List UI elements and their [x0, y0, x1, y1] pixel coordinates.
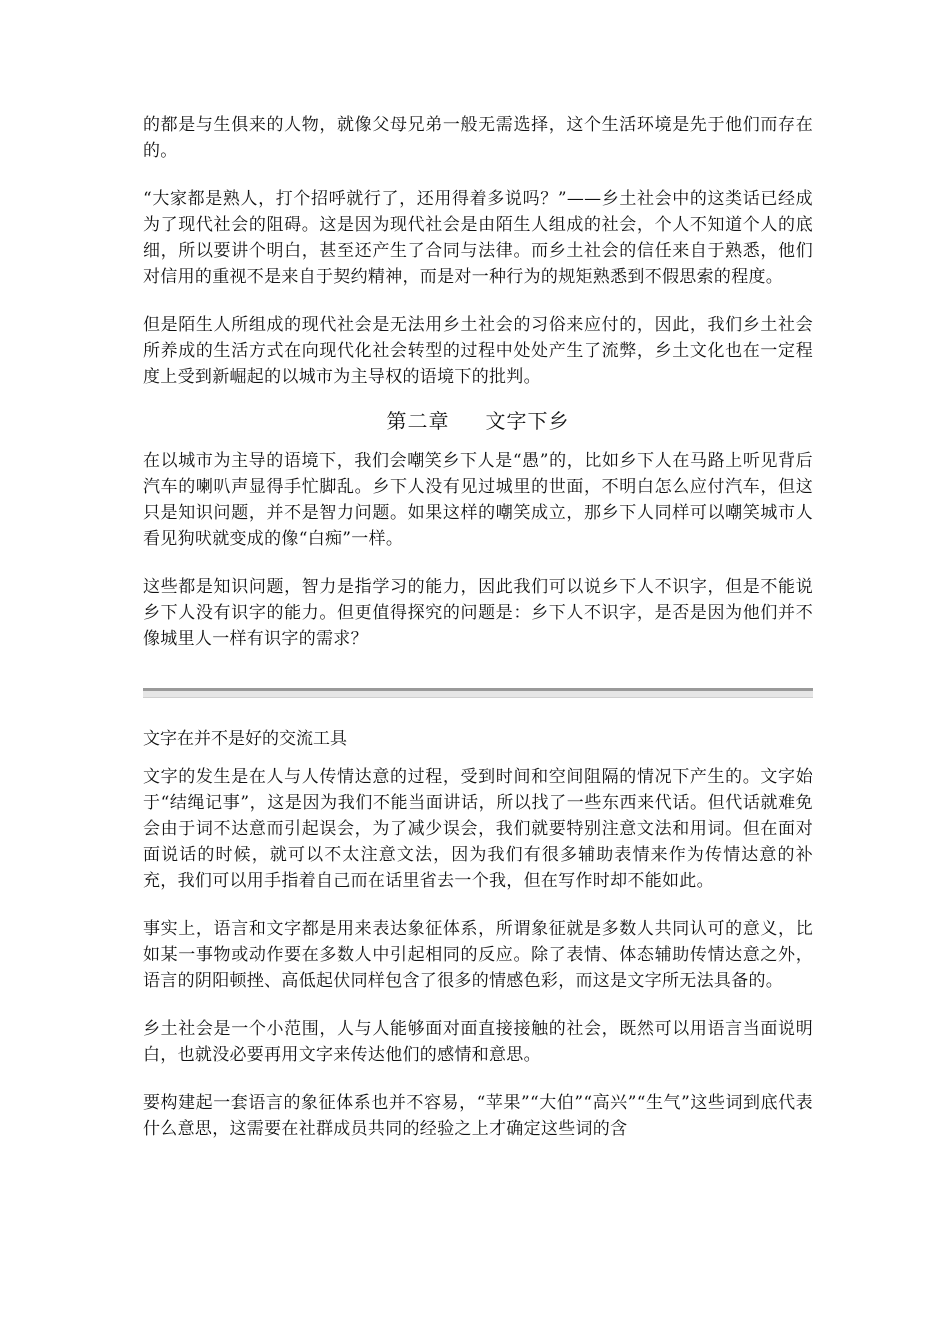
paragraph-spacer: [143, 164, 813, 186]
paragraph: 文字的发生是在人与人传情达意的过程，受到时间和空间阻隔的情况下产生的。文字始于“结绳记事”，这是因为我们不能当面讲话，所以找了一些东西来代话。但代话就难免会由于词不达意而引起误会，为了减少误会，我们就要特别注意文法和用词。但在面对面说话的时候，就可以不太注意文法，因为我们有很多辅助表情来作为传情达意的补充，我们可以用手指着自己而在话里省去一个我，但在写作时却不能如此。: [143, 767, 813, 891]
paragraph: 这些都是知识问题，智力是指学习的能力，因此我们可以说乡下人不识字，但是不能说乡下人没有识字的能力。但更值得探究的问题是：乡下人不识字，是否是因为他们并不像城里人一样有识字的需求？: [143, 577, 813, 649]
chapter-number: 第二章: [386, 409, 450, 433]
section-title: 文字在并不是好的交流工具: [143, 729, 347, 749]
section-divider: [143, 688, 813, 698]
paragraph-spacer: [143, 994, 813, 1016]
paragraph-spacer: [143, 552, 813, 574]
paragraph: “大家都是熟人，打个招呼就行了，还用得着多说吗？”——乡土社会中的这类话已经成为了现代社会的阻碍。这是因为现代社会是由陌生人组成的社会，个人不知道个人的底细，所以要讲个明白，甚至还产生了合同与法律。而乡土社会的信任来自于熟悉，他们对信用的重视不是来自于契约精神，而是对一种行为的规矩熟悉到不假思索的程度。: [143, 189, 813, 287]
paragraph: 乡土社会是一个小范围，人与人能够面对面直接接触的社会，既然可以用语言当面说明白，也就没必要再用文字来传达他们的感情和意思。: [143, 1019, 813, 1065]
paragraph: 在以城市为主导的语境下，我们会嘲笑乡下人是“愚”的，比如乡下人在马路上听见背后汽车的喇叭声显得手忙脚乱。乡下人没有见过城里的世面，不明白怎么应付汽车，但这只是知识问题，并不是智力问题。如果这样的嘲笑成立，那乡下人同样可以嘲笑城市人看见狗吠就变成的像“白痴”一样。: [143, 451, 813, 549]
paragraph-spacer: [143, 894, 813, 916]
paragraph: 要构建起一套语言的象征体系也并不容易，“苹果”“大伯”“高兴”“生气”这些词到底代表什么意思，这需要在社群成员共同的经验之上才确定这些词的含: [143, 1093, 813, 1139]
chapter-title: 文字下乡: [485, 409, 570, 433]
paragraph: 但是陌生人所组成的现代社会是无法用乡土社会的习俗来应付的，因此，我们乡土社会所养成的生活方式在向现代化社会转型的过程中处处产生了流弊，乡土文化也在一定程度上受到新崛起的以城市为主导权的语境下的批判。: [143, 315, 813, 387]
document-page: [143, 112, 813, 1142]
chapter-heading: [143, 408, 813, 434]
paragraph: 的都是与生俱来的人物，就像父母兄弟一般无需选择，这个生活环境是先于他们而存在的。: [143, 115, 813, 161]
paragraph-spacer: [143, 1068, 813, 1090]
paragraph: 事实上，语言和文字都是用来表达象征体系，所谓象征就是多数人共同认可的意义，比如某一事物或动作要在多数人中引起相同的反应。除了表情、体态辅助传情达意之外，语言的阴阳顿挫、高低起伏同样包含了很多的情感色彩，而这是文字所无法具备的。: [143, 919, 813, 991]
paragraph-spacer: [143, 290, 813, 312]
